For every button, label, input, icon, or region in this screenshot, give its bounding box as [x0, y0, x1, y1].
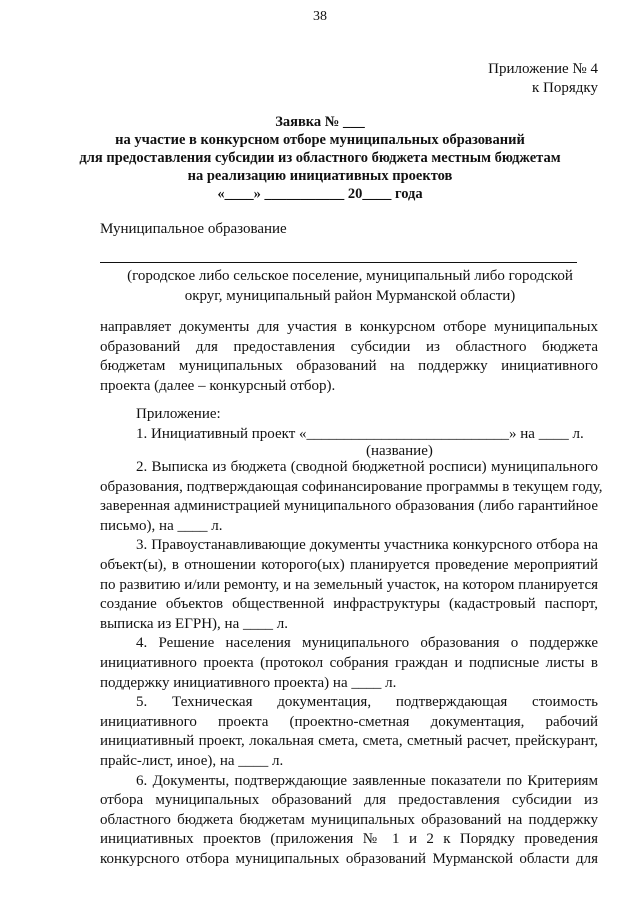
- intro-line: направляет документы для участия в конкурсном отборе муниципальных: [100, 319, 598, 335]
- attachment-item-1: 1. Инициативный проект «___________________________» на ____ л.: [136, 425, 584, 442]
- attachment-item-2-line: заверенная администрацией муниципального образования (либо гарантийное: [100, 498, 598, 515]
- page-number: 38: [313, 9, 327, 24]
- attachment-item-6-line: областного бюджета бюджетам муниципальных образований на поддержку: [100, 811, 598, 828]
- municipality-fill-line: [100, 262, 577, 263]
- attachment-item-2-line: образования, подтверждающая софинансирование программы в текущем году,: [100, 478, 603, 495]
- attachment-item-5-line: инициативный проект, локальная смета, смета, сметный расчет, прейскурант,: [100, 733, 598, 750]
- attachment-item-5-line: прайс-лист, иное), на ____ л.: [100, 753, 284, 769]
- appendix-reference: к Порядку: [532, 80, 598, 96]
- title-line-4: на реализацию инициативных проектов: [187, 168, 453, 184]
- attachment-item-6-line: отбора муниципальных образований для предоставления субсидии из: [100, 792, 598, 809]
- intro-line: проекта (далее – конкурсный отбор).: [100, 377, 336, 394]
- attachment-item-6-line: инициативных проектов (приложения № 1 и 2 к Порядку проведения: [100, 831, 598, 848]
- attachment-item-3-line: 3. Правоустанавливающие документы участника конкурсного отбора на: [136, 537, 598, 554]
- attachment-item-2-line: 2. Выписка из бюджета (сводной бюджетной росписи) муниципального: [136, 459, 598, 475]
- title-line-2: на участие в конкурсном отборе муниципальных образований: [115, 132, 525, 148]
- municipality-note-line-1: (городское либо сельское поселение, муниципальный либо городской: [127, 268, 573, 284]
- attachment-item-6-line: конкурсного отбора муниципальных образований Мурманской области для: [100, 851, 598, 867]
- appendix-number: Приложение № 4: [488, 61, 598, 77]
- attachment-item-3-line: выписка из ЕГРН), на ____ л.: [100, 615, 288, 632]
- attachment-item-3-line: объект(ы), в отношении которого(ых) планируется проведение мероприятий: [100, 557, 598, 573]
- attachment-item-4-line: инициативного проекта (протокол собрания граждан и подписные листы в: [100, 655, 598, 671]
- attachment-item-1-caption: (название): [366, 443, 433, 459]
- municipality-note-line-2: округ, муниципальный район Мурманской области): [184, 288, 516, 304]
- attachment-item-5-line: 5. Техническая документация, подтверждающая стоимость: [136, 694, 598, 711]
- municipality-label: Муниципальное образование: [100, 221, 287, 237]
- title-date-line: «____» ___________ 20____ года: [217, 186, 423, 202]
- attachments-heading: Приложение:: [136, 406, 221, 422]
- attachment-item-2-line: письмо), на ____ л.: [100, 517, 223, 534]
- attachment-item-4-line: 4. Решение населения муниципального образования о поддержке: [136, 635, 598, 652]
- attachment-item-5-line: инициативного проекта (проектно-сметная документация, рабочий: [100, 713, 598, 730]
- intro-line: образований для предоставления субсидии из областного бюджета: [100, 338, 598, 355]
- attachment-item-6-line: 6. Документы, подтверждающие заявленные показатели по Критериям: [136, 772, 598, 789]
- application-title: Заявка № ___: [275, 114, 365, 130]
- intro-line: бюджетам муниципальных образований на поддержку инициативного: [100, 358, 598, 375]
- title-line-3: для предоставления субсидии из областного бюджета местным бюджетам: [79, 150, 561, 166]
- attachment-item-3-line: создание объектов общественной инфраструктуры (кадастровый паспорт,: [100, 596, 598, 613]
- attachment-item-3-line: по развитию и/или ремонту, и на земельный участок, на котором планируется: [100, 576, 598, 593]
- attachment-item-4-line: поддержку инициативного проекта) на ____ л.: [100, 674, 397, 691]
